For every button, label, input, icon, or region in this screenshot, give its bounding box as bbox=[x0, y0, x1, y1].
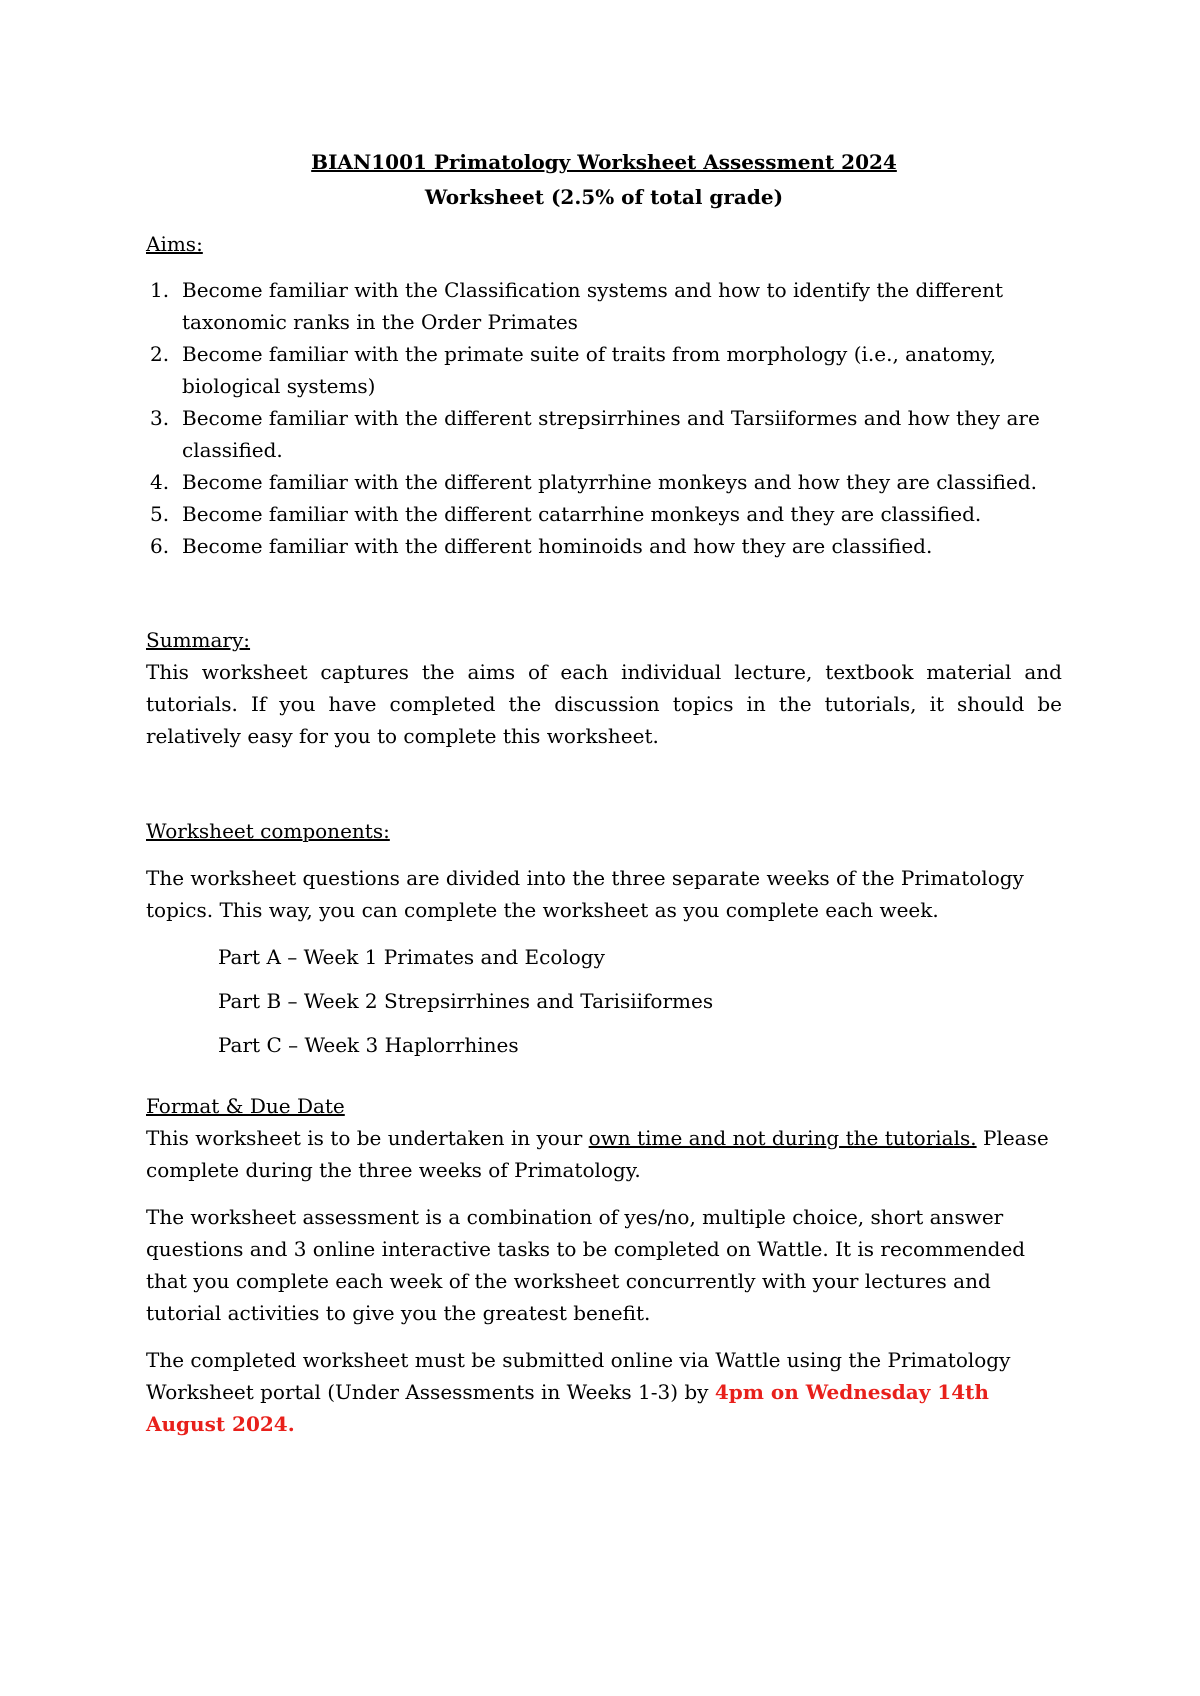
list-item-text: Become familiar with the Classification systems and how to identify the different bbox=[182, 278, 1004, 302]
list-item: Part C – Week 3 Haplorrhines bbox=[218, 1033, 519, 1057]
format-text: Please complete during the three weeks of Primatology. bbox=[146, 1126, 1049, 1182]
aims-list bbox=[146, 274, 1062, 562]
list-item-text: taxonomic ranks in the Order Primates bbox=[182, 310, 578, 334]
list-item-text: Become familiar with the different platyrrhine monkeys and how they are classified. bbox=[182, 470, 1037, 494]
due-date: 4pm on Wednesday 14th August 2024. bbox=[146, 1380, 989, 1436]
list-item-number: 3. bbox=[150, 406, 170, 430]
document-subtitle: Worksheet (2.5% of total grade) bbox=[424, 185, 784, 209]
summary-heading: Summary: bbox=[146, 628, 251, 652]
list-item bbox=[146, 498, 1062, 530]
format-paragraph bbox=[146, 1122, 1062, 1186]
list-item-number: 4. bbox=[150, 470, 170, 494]
list-item: Part A – Week 1 Primates and Ecology bbox=[218, 945, 605, 969]
list-item-number: 1. bbox=[150, 278, 170, 302]
parts-list bbox=[146, 941, 1062, 1061]
summary-paragraph: This worksheet captures the aims of each individual lecture, textbook material and tutorials. If you have completed the discussion topics in the tutorials, it should be relatively easy for you to complete this worksheet. bbox=[146, 660, 1062, 748]
list-item-text: Become familiar with the different catarrhine monkeys and they are classified. bbox=[182, 502, 982, 526]
list-item-text: Become familiar with the different hominoids and how they are classified. bbox=[182, 534, 933, 558]
document-body bbox=[146, 146, 1062, 1440]
components-heading: Worksheet components: bbox=[146, 819, 390, 843]
list-item-number: 2. bbox=[150, 342, 170, 366]
format-text: This worksheet is to be undertaken in your bbox=[146, 1126, 589, 1150]
list-item-text: Become familiar with the primate suite of traits from morphology (i.e., anatomy, bbox=[182, 342, 996, 366]
submission-paragraph bbox=[146, 1344, 1062, 1440]
aims-heading: Aims: bbox=[146, 232, 203, 256]
list-item-text: classified. bbox=[182, 438, 283, 462]
list-item bbox=[146, 338, 1062, 402]
list-item bbox=[146, 402, 1062, 466]
list-item-number: 6. bbox=[150, 534, 170, 558]
submission-text: The completed worksheet must be submitted online via Wattle using the Primatology Worksheet portal (Under Assessments in Weeks 1-3) by bbox=[146, 1348, 1011, 1404]
own-time-emphasis: own time and not during the tutorials. bbox=[588, 1126, 977, 1150]
list-item: Part B – Week 2 Strepsirrhines and Tarisiiformes bbox=[218, 989, 714, 1013]
list-item-text: Become familiar with the different strepsirrhines and Tarsiiformes and how they are bbox=[182, 406, 1040, 430]
document-title: BIAN1001 Primatology Worksheet Assessment 2024 bbox=[311, 150, 897, 174]
list-item bbox=[146, 530, 1062, 562]
list-item-number: 5. bbox=[150, 502, 170, 526]
components-intro-paragraph: The worksheet questions are divided into the three separate weeks of the Primatology topics. This way, you can complete the worksheet as you complete each week. bbox=[146, 866, 1024, 922]
format-heading: Format & Due Date bbox=[146, 1094, 345, 1118]
list-item bbox=[146, 466, 1062, 498]
list-item-text: biological systems) bbox=[182, 374, 376, 398]
assessment-description-paragraph: The worksheet assessment is a combination of yes/no, multiple choice, short answer questions and 3 online interactive tasks to be completed on Wattle. It is recommended that you complete each week of the worksheet concurrently with your lectures and tutorial activities to give you the greatest benefit. bbox=[146, 1205, 1026, 1325]
list-item bbox=[146, 274, 1062, 338]
